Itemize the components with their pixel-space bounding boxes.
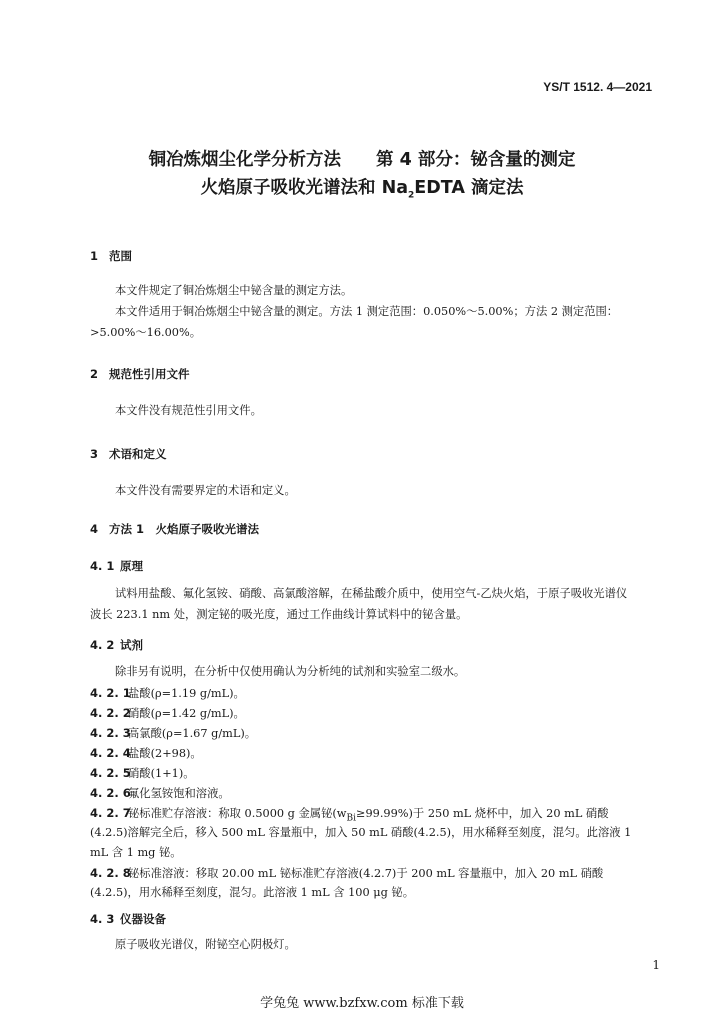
item-text: ≥99.99%)于 250 mL 烧杯中，加入 20 mL 硝酸 [355, 807, 609, 820]
section-title: 规范性引用文件 [109, 367, 190, 381]
reagent-item [90, 763, 195, 784]
reagent-item [90, 703, 245, 724]
section-number: 4. 2 [90, 638, 115, 652]
title-subscript: 2 [408, 190, 415, 201]
document-title-line1: 铜冶炼烟尘化学分析方法 第 4 部分：铋含量的测定 [148, 150, 576, 170]
item-continuation: mL 含 1 mg 铋。 [90, 846, 182, 859]
section-number: 4 [90, 522, 99, 536]
item-number: 4. 2. 6 [90, 786, 131, 800]
item-number: 4. 2. 3 [90, 726, 131, 740]
item-text: 高氯酸(ρ=1.67 g/mL)。 [128, 727, 257, 740]
paragraph-continuation: >5.00%～16.00%。 [90, 326, 202, 339]
item-number: 4. 2. 1 [90, 686, 131, 700]
item-text: 盐酸(2+98)。 [128, 747, 202, 760]
section-number: 1 [90, 249, 99, 263]
subscript-bi: Bi [346, 813, 356, 824]
reagent-item [90, 723, 256, 744]
section-heading-2 [90, 366, 190, 382]
paragraph: 原子吸收光谱仪，附铋空心阴极灯。 [115, 938, 296, 951]
paragraph: 除非另有说明，在分析中仅使用确认为分析纯的试剂和实验室二级水。 [115, 665, 466, 678]
section-title: 仪器设备 [120, 912, 166, 926]
item-number: 4. 2. 2 [90, 706, 131, 720]
section-number: 2 [90, 367, 99, 381]
item-number: 4. 2. 8 [90, 866, 131, 880]
subsection-heading-4-2 [90, 637, 143, 653]
paragraph: 本文件没有规范性引用文件。 [115, 404, 262, 417]
section-heading-1 [90, 248, 132, 264]
reagent-item-4-2-8 [90, 863, 603, 884]
reagent-item [90, 683, 245, 704]
item-number: 4. 2. 4 [90, 746, 131, 760]
paragraph: 试料用盐酸、氟化氢铵、硝酸、高氯酸溶解，在稀盐酸介质中，使用空气-乙炔火焰，于原子吸收光谱仪 [115, 587, 628, 600]
standard-number: YS/T 1512. 4—2021 [543, 80, 652, 94]
item-number: 4. 2. 7 [90, 806, 131, 820]
section-title: 术语和定义 [109, 447, 167, 461]
document-title-line2 [0, 174, 724, 201]
page-number: 1 [652, 958, 660, 972]
subsection-heading-4-1 [90, 558, 143, 574]
section-title: 原理 [120, 559, 143, 573]
item-continuation: (4.2.5)溶解完全后，移入 500 mL 容量瓶中，加入 50 mL 硝酸(4.2.5)，用水稀释至刻度，混匀。此溶液 1 [90, 826, 632, 839]
item-text: 铋标准贮存溶液：称取 0.5000 g 金属铋(w [128, 807, 347, 820]
section-number: 4. 3 [90, 912, 115, 926]
footer-watermark-text: 学兔兔 www.bzfxw.com 标准下载 [260, 996, 464, 1011]
item-text: 硝酸(1+1)。 [128, 767, 195, 780]
reagent-item [90, 743, 202, 764]
subsection-heading-4-3 [90, 911, 166, 927]
item-continuation: (4.2.5)，用水稀释至刻度，混匀。此溶液 1 mL 含 100 μg 铋。 [90, 886, 414, 899]
paragraph: 本文件没有需要界定的术语和定义。 [115, 484, 296, 497]
title-part: EDTA 滴定法 [414, 178, 524, 198]
paragraph: 本文件规定了铜冶炼烟尘中铋含量的测定方法。 [115, 284, 353, 297]
item-text: 盐酸(ρ=1.19 g/mL)。 [128, 687, 245, 700]
reagent-item [90, 783, 230, 804]
section-heading-3 [90, 446, 167, 462]
paragraph: 本文件适用于铜冶炼烟尘中铋含量的测定。方法 1 测定范围：0.050%～5.00%；方法 2 测定范围： [115, 305, 619, 318]
title-part: 火焰原子吸收光谱法和 Na [200, 178, 409, 198]
section-title: 试剂 [120, 638, 143, 652]
section-heading-4 [90, 521, 259, 537]
section-number: 3 [90, 447, 99, 461]
section-number: 4. 1 [90, 559, 115, 573]
item-number: 4. 2. 5 [90, 766, 131, 780]
item-text: 氟化氢铵饱和溶液。 [128, 787, 230, 800]
section-title: 范围 [109, 249, 132, 263]
item-text: 硝酸(ρ=1.42 g/mL)。 [128, 707, 245, 720]
item-text: 铋标准溶液：移取 20.00 mL 铋标准贮存溶液(4.2.7)于 200 mL 容量瓶中，加入 20 mL 硝酸 [128, 867, 604, 880]
paragraph-continuation: 波长 223.1 nm 处，测定铋的吸光度，通过工作曲线计算试料中的铋含量。 [90, 608, 468, 621]
section-title: 方法 1 火焰原子吸收光谱法 [109, 522, 260, 536]
